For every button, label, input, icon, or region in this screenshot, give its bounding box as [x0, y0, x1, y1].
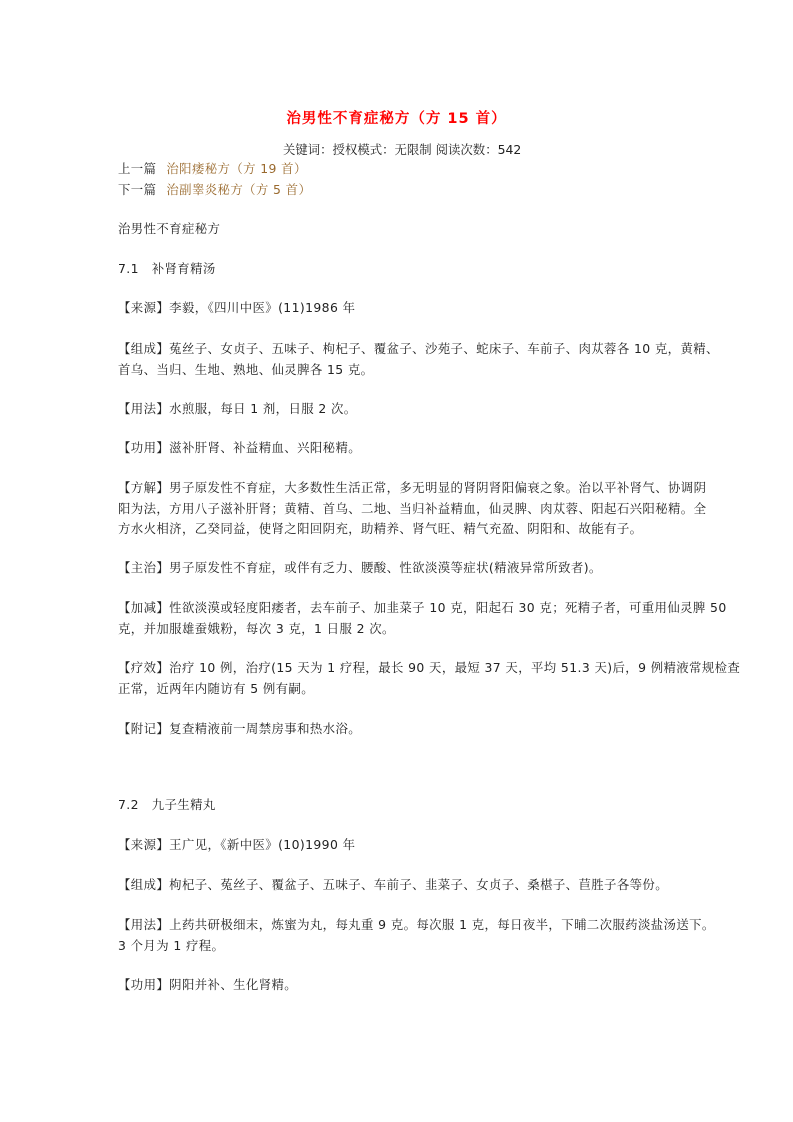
recipe-paragraph-line: 正常，近两年内随访有 5 例有嗣。 — [118, 680, 315, 696]
keywords-meta: 关键词：授权模式：无限制 阅读次数：542 — [283, 142, 522, 157]
recipe-paragraph-line: 【组成】枸杞子、菟丝子、覆盆子、五味子、车前子、韭菜子、女贞子、桑椹子、苣胜子各等份。 — [118, 877, 668, 892]
recipe-paragraph-line: 【功用】滋补肝肾、补益精血、兴阳秘精。 — [118, 440, 362, 455]
recipe-paragraph-line: 【主治】男子原发性不育症，或伴有乏力、腰酸、性欲淡漠等症状(精液异常所致者)。 — [118, 560, 602, 575]
recipe-paragraph-line: 【加减】性欲淡漠或轻度阳痿者，去车前子、加韭菜子 10 克，阳起石 30 克；死精子者，可重用仙灵脾 50 — [118, 600, 727, 615]
recipe-paragraph-line: 克，并加服雄蚕娥粉，每次 3 克，1 日服 2 次。 — [118, 620, 395, 636]
recipe-paragraph-line: 【附记】复查精液前一周禁房事和热水浴。 — [118, 721, 362, 736]
page-title: 治男性不育症秘方（方 15 首） — [286, 111, 507, 127]
next-article — [118, 182, 311, 198]
recipe-paragraph-line: 【组成】菟丝子、女贞子、五味子、枸杞子、覆盆子、沙苑子、蛇床子、车前子、肉苁蓉各 10 克，黄精、 — [118, 341, 719, 356]
recipe-paragraph-line: 【用法】上药共研极细末，炼蜜为丸，每丸重 9 克。每次服 1 克，每日夜半，下晡二次服药淡盐汤送下。 — [118, 917, 715, 932]
recipe-paragraph-line: 【用法】水煎服，每日 1 剂，日服 2 次。 — [118, 401, 357, 416]
recipe-title: 7.2 九子生精丸 — [118, 797, 216, 812]
recipe-paragraph-line: 【来源】王广见，《新中医》(10)1990 年 — [118, 837, 356, 852]
recipe-paragraph-line: 方水火相济，乙癸同益，使肾之阳回阴充，助精养、肾气旺、精气充盈、阴阳和、故能有子。 — [118, 521, 643, 536]
prev-article-link[interactable]: 治阳痿秘方（方 19 首） — [166, 161, 307, 176]
next-label: 下一篇 — [118, 182, 157, 197]
next-article-link[interactable]: 治副睾炎秘方（方 5 首） — [166, 182, 312, 197]
recipe-paragraph-line: 3 个月为 1 疗程。 — [118, 937, 225, 953]
section-heading: 治男性不育症秘方 — [118, 221, 221, 236]
recipe-paragraph-line: 首乌、当归、生地、熟地、仙灵脾各 15 克。 — [118, 361, 374, 377]
prev-label: 上一篇 — [118, 161, 157, 176]
recipe-paragraph-line: 阳为法，方用八子滋补肝肾；黄精、首乌、二地、当归补益精血，仙灵脾、肉苁蓉、阳起石兴阳秘精。全 — [118, 500, 707, 516]
recipe-paragraph-line: 【功用】阴阳并补、生化肾精。 — [118, 977, 298, 992]
recipe-paragraph-line: 【疗效】治疗 10 例，治疗(15 天为 1 疗程，最长 90 天，最短 37 天，平均 51.3 天)后，9 例精液常规检查 — [118, 660, 741, 675]
recipe-paragraph-line: 【方解】男子原发性不育症，大多数性生活正常，多无明显的肾阴肾阳偏衰之象。治以平补肾气、协调阴 — [118, 480, 707, 495]
prev-article — [118, 161, 307, 177]
recipe-title: 7.1 补肾育精汤 — [118, 261, 216, 276]
recipe-paragraph-line: 【来源】李毅，《四川中医》(11)1986 年 — [118, 300, 356, 315]
